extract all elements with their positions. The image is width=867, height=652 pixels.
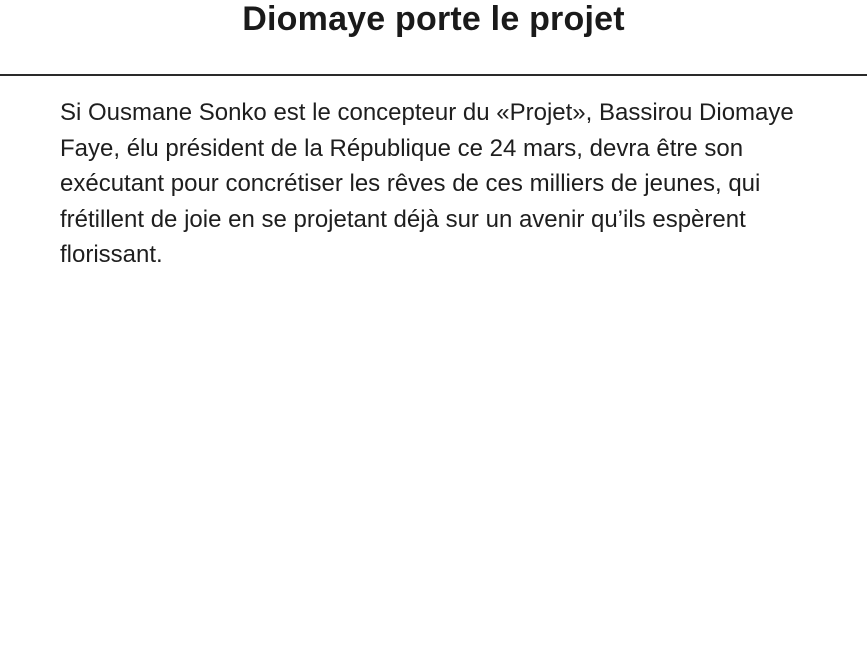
headline-divider [0, 74, 867, 76]
article-lede: Si Ousmane Sonko est le concepteur du «Projet», Bassirou Diomaye Faye, élu président de la République ce 24 mars, devra être son exécutant pour concrétiser les rêves de ces milliers de jeunes, qui frétillent de joie en se projetant déjà sur un avenir qu’ils espèrent florissant. [60, 99, 794, 268]
article-headline: Diomaye porte le projet [242, 0, 625, 38]
